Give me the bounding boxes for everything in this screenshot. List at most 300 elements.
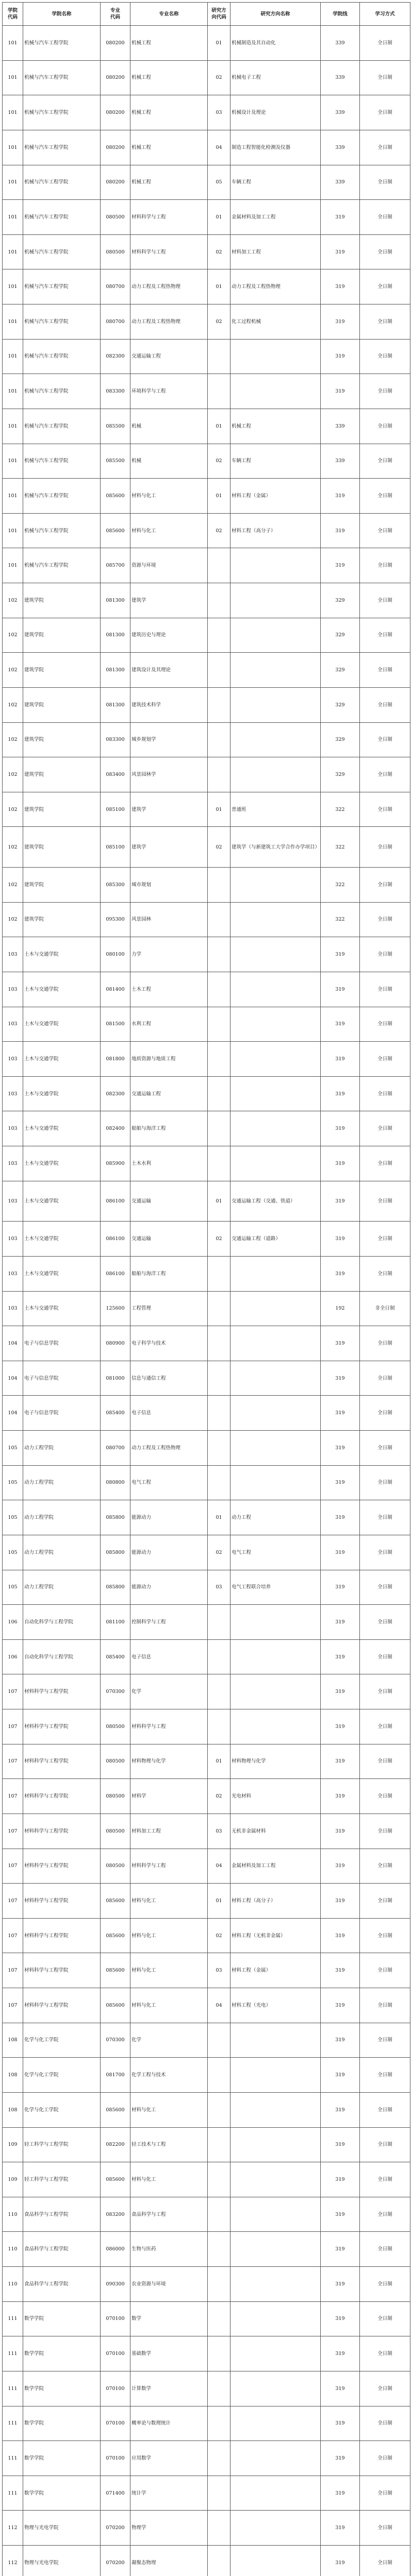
cell-college-code: 111: [3, 2336, 23, 2371]
cell-college-code: 107: [3, 1953, 23, 1988]
cell-college-name: 土木与交通学院: [23, 1291, 101, 1326]
cell-major-name: 材料学: [130, 1779, 208, 1814]
cell-major-code: 082300: [101, 339, 130, 374]
cell-direction-name: [230, 972, 321, 1007]
table-row: [3, 1076, 410, 1111]
cell-college-line: 319: [321, 1361, 360, 1396]
cell-major-code: 085800: [101, 1535, 130, 1570]
cell-major-name: 建筑学: [130, 583, 208, 618]
cell-major-name: 轻工技术与工程: [130, 2127, 208, 2162]
cell-college-line: 339: [321, 26, 360, 61]
cell-major-name: 材料物理与化学: [130, 1744, 208, 1779]
cell-major-code: 085800: [101, 1500, 130, 1535]
cell-college-line: 319: [321, 2546, 360, 2576]
cell-study-mode: 全日制: [360, 1222, 410, 1257]
cell-study-mode: 全日制: [360, 1779, 410, 1814]
cell-direction-code: 01: [208, 792, 230, 827]
cell-major-name: 机械工程: [130, 95, 208, 130]
cell-study-mode: 全日制: [360, 200, 410, 235]
cell-college-line: 319: [321, 1918, 360, 1953]
cell-study-mode: 全日制: [360, 1076, 410, 1111]
cell-college-code: 112: [3, 2546, 23, 2576]
cell-college-code: 108: [3, 2058, 23, 2093]
cell-college-code: 101: [3, 165, 23, 200]
cell-college-name: 机械与汽车工程学院: [23, 60, 101, 95]
cell-major-code: 082200: [101, 2127, 130, 2162]
cell-college-name: 建筑学院: [23, 902, 101, 937]
cell-direction-name: 机械设计及理论: [230, 95, 321, 130]
cell-major-code: 080200: [101, 165, 130, 200]
cell-college-line: 319: [321, 1639, 360, 1674]
cell-college-name: 轻工科学与工程学院: [23, 2127, 101, 2162]
cell-direction-code: 03: [208, 1570, 230, 1605]
table-row: [3, 304, 410, 340]
cell-college-line: 319: [321, 2092, 360, 2127]
cell-direction-name: [230, 1465, 321, 1500]
cell-direction-name: [230, 2546, 321, 2576]
cell-college-line: 319: [321, 2023, 360, 2058]
cell-direction-name: 材料物理与化学: [230, 1744, 321, 1779]
cell-major-code: 080700: [101, 304, 130, 340]
cell-study-mode: 全日制: [360, 1709, 410, 1744]
cell-study-mode: 全日制: [360, 1674, 410, 1709]
cell-college-name: 建筑学院: [23, 722, 101, 757]
cell-major-code: 082300: [101, 1076, 130, 1111]
cell-college-line: 319: [321, 1674, 360, 1709]
cell-major-name: 交通运输: [130, 1222, 208, 1257]
cell-college-name: 材料科学与工程学院: [23, 1953, 101, 1988]
cell-major-code: 080100: [101, 937, 130, 972]
cell-major-name: 控制科学与工程: [130, 1605, 208, 1640]
cell-direction-name: 材料工程（金属）: [230, 479, 321, 514]
cell-college-name: 机械与汽车工程学院: [23, 304, 101, 340]
cell-direction-name: [230, 722, 321, 757]
cell-college-line: 322: [321, 868, 360, 903]
cell-study-mode: 全日制: [360, 304, 410, 340]
cell-college-name: 机械与汽车工程学院: [23, 269, 101, 304]
cell-major-name: 环境科学与工程: [130, 374, 208, 409]
cell-college-code: 101: [3, 374, 23, 409]
cell-direction-name: 动力工程: [230, 1500, 321, 1535]
cell-major-name: 地质资源与地质工程: [130, 1042, 208, 1077]
cell-college-name: 机械与汽车工程学院: [23, 444, 101, 479]
cell-major-name: 基础数学: [130, 2336, 208, 2371]
cell-college-code: 103: [3, 1042, 23, 1077]
cell-study-mode: 全日制: [360, 2476, 410, 2511]
cell-major-name: 建筑学: [130, 827, 208, 868]
cell-direction-code: [208, 2023, 230, 2058]
table-row: [3, 2267, 410, 2302]
cell-college-line: 319: [321, 1256, 360, 1291]
cell-college-line: 319: [321, 1076, 360, 1111]
cell-college-line: 319: [321, 1744, 360, 1779]
cell-college-code: 111: [3, 2406, 23, 2441]
cell-college-line: 322: [321, 792, 360, 827]
table-row: [3, 1849, 410, 1884]
cell-college-name: 建筑学院: [23, 653, 101, 688]
cell-college-name: 自动化科学与工程学院: [23, 1639, 101, 1674]
cell-major-name: 土木工程: [130, 972, 208, 1007]
cell-college-name: 材料科学与工程学院: [23, 1849, 101, 1884]
table-row: [3, 1918, 410, 1953]
cell-study-mode: 全日制: [360, 548, 410, 583]
header-study-mode: 学习方式: [360, 3, 410, 26]
cell-college-line: 339: [321, 130, 360, 165]
cell-major-code: 086000: [101, 2232, 130, 2267]
cell-study-mode: 全日制: [360, 1953, 410, 1988]
cell-major-name: 统计学: [130, 2476, 208, 2511]
cell-major-name: 材料与化工: [130, 1884, 208, 1919]
table-row: [3, 1291, 410, 1326]
cell-college-code: 107: [3, 1988, 23, 2023]
cell-direction-code: [208, 1256, 230, 1291]
cell-direction-code: [208, 757, 230, 792]
cell-direction-code: [208, 722, 230, 757]
cell-major-code: 085600: [101, 1953, 130, 1988]
table-row: [3, 868, 410, 903]
cell-major-name: 食品科学与工程: [130, 2197, 208, 2232]
cell-major-name: 电子信息: [130, 1639, 208, 1674]
table-row: [3, 1814, 410, 1849]
cell-college-code: 101: [3, 548, 23, 583]
table-row: [3, 2162, 410, 2197]
cell-college-name: 土木与交通学院: [23, 1007, 101, 1042]
cell-direction-name: [230, 1291, 321, 1326]
cell-direction-code: [208, 2058, 230, 2093]
table-row: [3, 1396, 410, 1431]
cell-college-line: 319: [321, 1042, 360, 1077]
cell-direction-name: [230, 757, 321, 792]
cell-college-code: 101: [3, 95, 23, 130]
cell-major-code: 083200: [101, 2197, 130, 2232]
table-row: [3, 972, 410, 1007]
cell-college-code: 102: [3, 792, 23, 827]
cell-direction-code: 02: [208, 1918, 230, 1953]
cell-major-name: 材料科学与工程: [130, 200, 208, 235]
cell-major-name: 水利工程: [130, 1007, 208, 1042]
cell-direction-name: [230, 548, 321, 583]
cell-study-mode: 全日制: [360, 1535, 410, 1570]
cell-direction-code: [208, 2162, 230, 2197]
cell-college-line: 319: [321, 2476, 360, 2511]
cell-major-name: 建筑学: [130, 792, 208, 827]
cell-major-code: 085600: [101, 513, 130, 548]
table-row: [3, 234, 410, 269]
cell-study-mode: 全日制: [360, 26, 410, 61]
cell-study-mode: 全日制: [360, 827, 410, 868]
cell-college-name: 机械与汽车工程学院: [23, 548, 101, 583]
table-row: [3, 409, 410, 444]
cell-college-line: 339: [321, 165, 360, 200]
cell-study-mode: 全日制: [360, 687, 410, 722]
cell-major-name: 机械工程: [130, 130, 208, 165]
cell-study-mode: 全日制: [360, 1744, 410, 1779]
cell-major-code: 080700: [101, 1431, 130, 1466]
cell-direction-code: [208, 972, 230, 1007]
cell-study-mode: 全日制: [360, 60, 410, 95]
cell-study-mode: 全日制: [360, 165, 410, 200]
cell-major-code: 085600: [101, 1988, 130, 2023]
cell-study-mode: 全日制: [360, 1639, 410, 1674]
cell-study-mode: 全日制: [360, 409, 410, 444]
cell-direction-code: [208, 2127, 230, 2162]
cell-major-code: 083300: [101, 722, 130, 757]
cell-college-code: 111: [3, 2371, 23, 2406]
cell-major-code: 085100: [101, 827, 130, 868]
cell-major-code: 095300: [101, 902, 130, 937]
cell-direction-code: [208, 2441, 230, 2476]
cell-college-line: 322: [321, 827, 360, 868]
table-row: [3, 130, 410, 165]
cell-major-name: 计算数学: [130, 2371, 208, 2406]
cell-college-name: 数学学院: [23, 2476, 101, 2511]
cell-direction-code: 01: [208, 1744, 230, 1779]
cell-study-mode: 全日制: [360, 2023, 410, 2058]
cell-college-line: 319: [321, 2127, 360, 2162]
table-row: [3, 165, 410, 200]
cell-college-code: 109: [3, 2127, 23, 2162]
cell-college-name: 土木与交通学院: [23, 1146, 101, 1181]
cell-college-line: 319: [321, 200, 360, 235]
cell-direction-code: 03: [208, 95, 230, 130]
cell-major-name: 农业资源与环境: [130, 2267, 208, 2302]
cell-major-name: 力学: [130, 937, 208, 972]
cell-college-code: 104: [3, 1326, 23, 1361]
cell-college-line: 319: [321, 1605, 360, 1640]
cell-major-code: 085600: [101, 2162, 130, 2197]
cell-study-mode: 全日制: [360, 269, 410, 304]
cell-college-name: 电子与信息学院: [23, 1361, 101, 1396]
cell-college-code: 102: [3, 827, 23, 868]
cell-college-name: 数学学院: [23, 2301, 101, 2336]
cell-major-code: 080200: [101, 95, 130, 130]
cell-college-name: 动力工程学院: [23, 1465, 101, 1500]
cell-direction-name: 普通班: [230, 792, 321, 827]
cell-college-line: 319: [321, 374, 360, 409]
cell-direction-name: [230, 2336, 321, 2371]
cell-study-mode: 全日制: [360, 2197, 410, 2232]
cell-direction-code: 02: [208, 1535, 230, 1570]
cell-direction-name: [230, 2267, 321, 2302]
cell-college-name: 数学学院: [23, 2441, 101, 2476]
cell-study-mode: 全日制: [360, 1431, 410, 1466]
cell-college-code: 107: [3, 1814, 23, 1849]
cell-college-line: 319: [321, 2267, 360, 2302]
cell-direction-code: [208, 2406, 230, 2441]
table-body: [3, 26, 410, 2576]
cell-college-code: 102: [3, 583, 23, 618]
cell-major-code: 085400: [101, 1396, 130, 1431]
cell-major-name: 化学: [130, 2023, 208, 2058]
cell-major-code: 081000: [101, 1361, 130, 1396]
table-row: [3, 1744, 410, 1779]
cell-major-code: 081800: [101, 1042, 130, 1077]
cell-college-line: 339: [321, 60, 360, 95]
cell-college-line: 319: [321, 2301, 360, 2336]
table-row: [3, 2371, 410, 2406]
cell-college-code: 103: [3, 1256, 23, 1291]
cell-direction-name: [230, 1326, 321, 1361]
table-row: [3, 2232, 410, 2267]
cell-college-line: 319: [321, 2441, 360, 2476]
cell-study-mode: 全日制: [360, 757, 410, 792]
cell-major-name: 材料科学与工程: [130, 1849, 208, 1884]
header-college-line: 学院线: [321, 3, 360, 26]
cell-major-code: 082400: [101, 1111, 130, 1146]
table-row: [3, 653, 410, 688]
cell-college-code: 111: [3, 2301, 23, 2336]
table-row: [3, 2301, 410, 2336]
cell-major-name: 工程管理: [130, 1291, 208, 1326]
cell-study-mode: 全日制: [360, 1570, 410, 1605]
cell-college-code: 101: [3, 269, 23, 304]
cell-college-code: 107: [3, 1884, 23, 1919]
table-row: [3, 2441, 410, 2476]
cell-study-mode: 全日制: [360, 1884, 410, 1919]
cell-major-name: 能源动力: [130, 1535, 208, 1570]
cell-direction-code: [208, 868, 230, 903]
cell-college-code: 105: [3, 1535, 23, 1570]
cell-college-name: 建筑学院: [23, 827, 101, 868]
table-row: [3, 374, 410, 409]
cell-study-mode: 全日制: [360, 1256, 410, 1291]
cell-college-code: 108: [3, 2092, 23, 2127]
cell-college-name: 土木与交通学院: [23, 1181, 101, 1222]
cell-direction-name: 电气工程: [230, 1535, 321, 1570]
cell-study-mode: 全日制: [360, 2162, 410, 2197]
cell-college-line: 319: [321, 269, 360, 304]
cell-study-mode: 全日制: [360, 2441, 410, 2476]
table-row: [3, 1639, 410, 1674]
cell-study-mode: 全日制: [360, 339, 410, 374]
cell-major-name: 材料与化工: [130, 1953, 208, 1988]
cell-college-line: 319: [321, 2197, 360, 2232]
cell-college-line: 319: [321, 1570, 360, 1605]
cell-major-code: 081300: [101, 618, 130, 653]
cell-college-name: 物理与光电学院: [23, 2546, 101, 2576]
cell-college-code: 101: [3, 200, 23, 235]
cell-direction-name: [230, 2058, 321, 2093]
header-college-code: 学院 代码: [3, 3, 23, 26]
cell-direction-code: [208, 2476, 230, 2511]
cell-college-code: 101: [3, 479, 23, 514]
cell-college-code: 103: [3, 1111, 23, 1146]
cell-major-code: 085600: [101, 479, 130, 514]
table-row: [3, 548, 410, 583]
cell-direction-code: [208, 2301, 230, 2336]
cell-major-name: 数学: [130, 2301, 208, 2336]
cell-college-line: 319: [321, 2336, 360, 2371]
cell-major-code: 070100: [101, 2371, 130, 2406]
cell-college-line: 319: [321, 1326, 360, 1361]
cell-direction-code: 04: [208, 1849, 230, 1884]
cell-major-code: 086100: [101, 1181, 130, 1222]
table-row: [3, 827, 410, 868]
cell-direction-name: 交通运输工程（道路）: [230, 1222, 321, 1257]
cell-direction-code: [208, 2336, 230, 2371]
cell-study-mode: 全日制: [360, 1042, 410, 1077]
cell-major-name: 材料与化工: [130, 513, 208, 548]
table-row: [3, 2546, 410, 2576]
cell-direction-name: [230, 2232, 321, 2267]
cell-major-name: 电子信息: [130, 1396, 208, 1431]
cell-major-name: 化学工程与技术: [130, 2058, 208, 2093]
cell-major-name: 概率论与数理统计: [130, 2406, 208, 2441]
cell-direction-code: 03: [208, 1953, 230, 1988]
table-row: [3, 200, 410, 235]
table-row: [3, 1884, 410, 1919]
cell-college-code: 105: [3, 1431, 23, 1466]
cell-major-code: 085300: [101, 868, 130, 903]
cell-college-name: 食品科学与工程学院: [23, 2232, 101, 2267]
cell-major-name: 交通运输: [130, 1181, 208, 1222]
cell-direction-name: [230, 2127, 321, 2162]
cell-college-name: 机械与汽车工程学院: [23, 409, 101, 444]
cell-major-name: 材料与化工: [130, 479, 208, 514]
cell-direction-code: 05: [208, 165, 230, 200]
table-row: [3, 1181, 410, 1222]
cell-major-code: 070100: [101, 2441, 130, 2476]
cell-college-line: 319: [321, 1465, 360, 1500]
cell-direction-code: 01: [208, 269, 230, 304]
cell-college-name: 建筑学院: [23, 792, 101, 827]
cell-direction-code: [208, 687, 230, 722]
cell-direction-name: [230, 1146, 321, 1181]
cell-college-code: 101: [3, 513, 23, 548]
table-row: [3, 1222, 410, 1257]
cell-study-mode: 全日制: [360, 902, 410, 937]
cell-major-name: 材料与化工: [130, 1988, 208, 2023]
table-row: [3, 2092, 410, 2127]
cell-direction-code: [208, 583, 230, 618]
cell-college-code: 103: [3, 1222, 23, 1257]
cell-major-code: 081300: [101, 653, 130, 688]
cell-major-name: 能源动力: [130, 1570, 208, 1605]
cell-direction-name: [230, 1111, 321, 1146]
cell-study-mode: 全日制: [360, 868, 410, 903]
cell-college-name: 物理与光电学院: [23, 2511, 101, 2546]
cell-major-code: 086100: [101, 1222, 130, 1257]
cell-direction-name: [230, 868, 321, 903]
cell-direction-code: [208, 1042, 230, 1077]
cell-study-mode: 全日制: [360, 583, 410, 618]
cell-college-code: 101: [3, 26, 23, 61]
table-row: [3, 618, 410, 653]
header-major-name: 专业名称: [130, 3, 208, 26]
cell-college-name: 土木与交通学院: [23, 937, 101, 972]
cell-direction-code: 01: [208, 200, 230, 235]
admission-score-sheet: [2, 2, 410, 2576]
cell-major-name: 凝聚态物理: [130, 2546, 208, 2576]
cell-major-code: 085400: [101, 1639, 130, 1674]
cell-college-line: 319: [321, 2371, 360, 2406]
table-row: [3, 902, 410, 937]
cell-study-mode: 全日制: [360, 1814, 410, 1849]
cell-major-code: 070100: [101, 2336, 130, 2371]
cell-major-name: 建筑历史与理论: [130, 618, 208, 653]
cell-direction-code: 02: [208, 1222, 230, 1257]
cell-direction-name: [230, 1361, 321, 1396]
cell-college-name: 建筑学院: [23, 868, 101, 903]
cell-direction-name: 车辆工程: [230, 444, 321, 479]
cell-study-mode: 全日制: [360, 2511, 410, 2546]
cell-major-code: 085900: [101, 1146, 130, 1181]
cell-college-name: 材料科学与工程学院: [23, 1988, 101, 2023]
cell-college-line: 319: [321, 2511, 360, 2546]
cell-study-mode: 全日制: [360, 1326, 410, 1361]
cell-college-line: 339: [321, 444, 360, 479]
cell-direction-code: 04: [208, 130, 230, 165]
